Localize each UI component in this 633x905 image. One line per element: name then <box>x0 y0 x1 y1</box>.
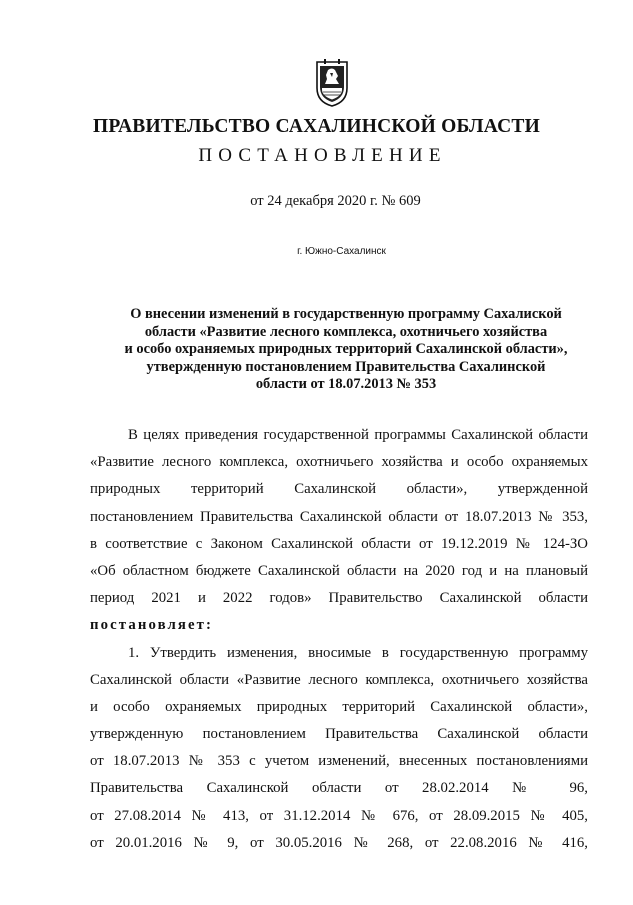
body-line: «Развитие лесного комплекса, охотничьего хозяйства и особо охраняемых <box>90 454 588 471</box>
body-line: «Об областном бюджете Сахалинской области на 2020 год и на плановый <box>90 562 588 579</box>
body-line: В целях приведения государственной программы Сахалинской области <box>128 427 588 443</box>
heading-line: О внесении изменений в государственную программу Сахалиской <box>130 306 562 322</box>
government-title: ПРАВИТЕЛЬСТВО САХАЛИНСКОЙ ОБЛАСТИ <box>93 116 540 137</box>
body-line: и особо охраняемых природных территорий Сахалинской области», <box>90 698 588 715</box>
heading-line: области «Развитие лесного комплекса, охотничьего хозяйства <box>144 323 548 340</box>
heading-line: области от 18.07.2013 № 353 <box>255 376 437 393</box>
heading-line: и особо охраняемых природных территорий Сахалинской области», <box>124 341 568 358</box>
body-line: Сахалинской области «Развитие лесного комплекса, охотничьего хозяйства <box>90 671 588 688</box>
coat-of-arms-icon <box>314 58 350 108</box>
body-line: от 18.07.2013 № 353 с учетом изменений, внесенных постановлениями <box>90 753 588 770</box>
document-body <box>90 422 588 857</box>
body-line: Правительства Сахалинской области от 28.02.2014 № 96, <box>90 780 588 797</box>
resolution-word: постановляет: <box>90 617 214 634</box>
body-line: от 27.08.2014 № 413, от 31.12.2014 № 676, от 28.09.2015 № 405, <box>90 807 588 824</box>
body-line: постановлением Правительства Сахалинской области от 18.07.2013 № 353, <box>90 508 588 525</box>
body-line: природных территорий Сахалинской области», утвержденной <box>90 481 588 498</box>
body-line: 1. Утвердить изменения, вносимые в государственную программу <box>128 644 588 661</box>
body-line: в соответствие с Законом Сахалинской области от 19.12.2019 № 124-ЗО <box>90 535 588 552</box>
document-type: ПОСТАНОВЛЕНИЕ <box>198 145 447 166</box>
heading-line: утвержденную постановлением Правительства Сахалинской <box>146 358 546 375</box>
body-line: утвержденную постановлением Правительства Сахалинской области <box>90 726 588 743</box>
body-line: от 20.01.2016 № 9, от 30.05.2016 № 268, от 22.08.2016 № 416, <box>90 834 588 851</box>
document-heading <box>96 306 596 394</box>
document-city: г. Южно-Сахалинск <box>297 246 386 257</box>
body-line: период 2021 и 2022 годов» Правительство Сахалинской области <box>90 590 588 607</box>
document-date-number: от 24 декабря 2020 г. № 609 <box>250 193 421 209</box>
